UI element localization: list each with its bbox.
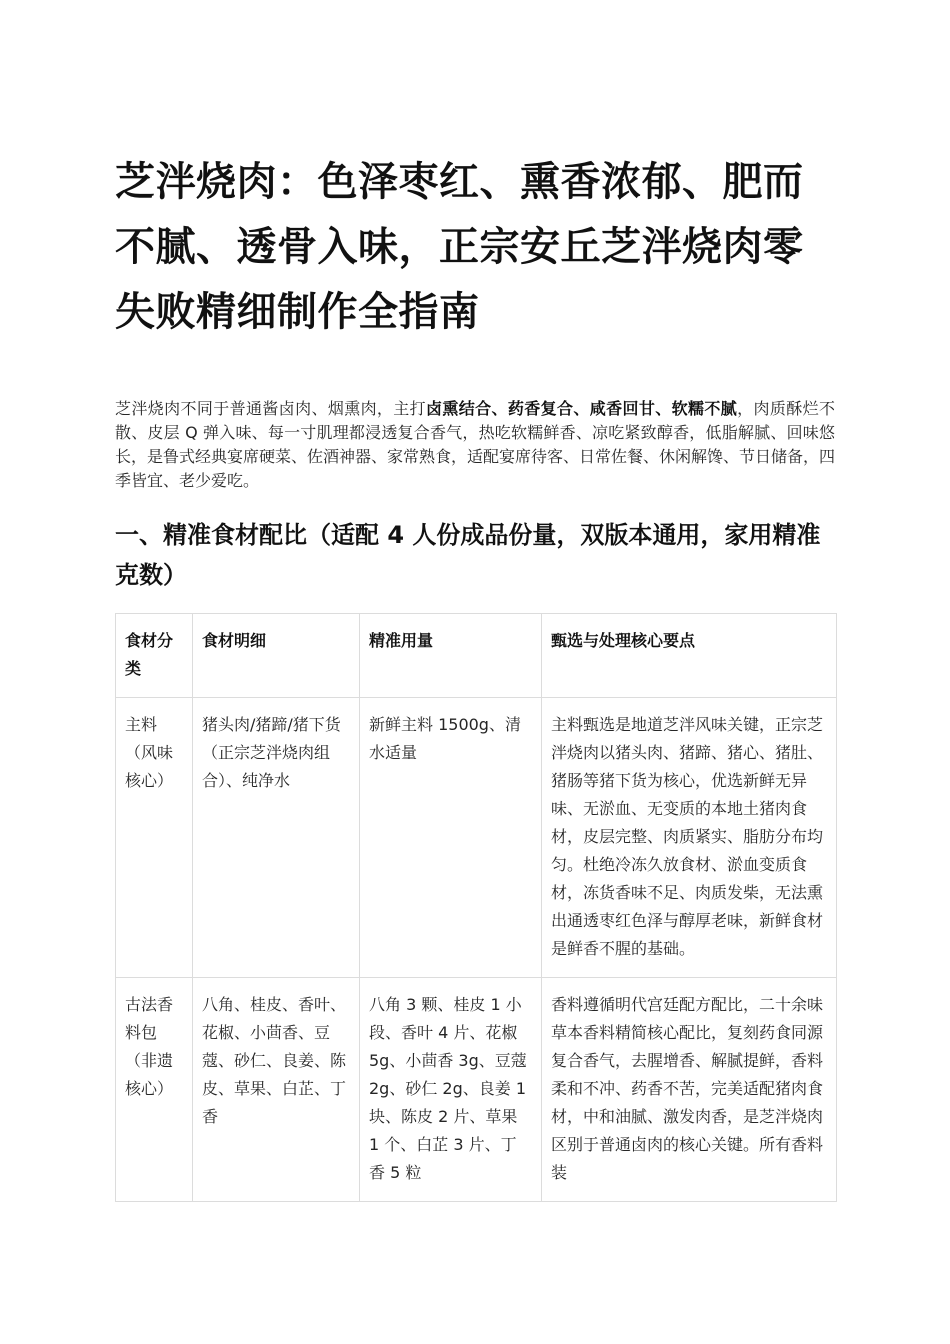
page-title: 芝泮烧肉：色泽枣红、熏香浓郁、肥而不腻、透骨入味，正宗安丘芝泮烧肉零失败精细制作全指南 bbox=[115, 159, 804, 335]
table-cell-amount: 新鲜主料 1500g、清水适量 bbox=[360, 698, 542, 978]
table-cell-notes: 主料甄选是地道芝泮风味关键，正宗芝泮烧肉以猪头肉、猪蹄、猪心、猪肚、猪肠等猪下货为核心，优选新鲜无异味、无淤血、无变质的本地土猪肉食材，皮层完整、肉质紧实、脂肪分布均匀。杜绝冷冻久放食材、淤血变质食材，冻货香味不足、肉质发柴，无法熏出通透枣红色泽与醇厚老味，新鲜食材是鲜香不腥的基础。 bbox=[542, 698, 837, 978]
intro-highlight: 卤熏结合、药香复合、咸香回甘、软糯不腻 bbox=[426, 399, 738, 418]
table-row bbox=[116, 698, 837, 978]
section-heading: 一、精准食材配比（适配 4 人份成品份量，双版本通用，家用精准克数） bbox=[115, 521, 821, 589]
ingredients-table bbox=[115, 613, 837, 1202]
intro-text-start: 芝泮烧肉不同于普通酱卤肉、烟熏肉，主打 bbox=[115, 399, 427, 418]
column-header: 食材明细 bbox=[193, 614, 360, 698]
table-cell-category: 古法香料包（非遗核心） bbox=[116, 978, 193, 1202]
column-header: 食材分类 bbox=[116, 614, 193, 698]
table-cell-items: 八角、桂皮、香叶、花椒、小茴香、豆蔻、砂仁、良姜、陈皮、草果、白芷、丁香 bbox=[193, 978, 360, 1202]
document-page bbox=[115, 150, 835, 1202]
table-header-row bbox=[116, 614, 837, 698]
intro-text-end: ，肉质酥烂不散、皮层 Q 弹入味、每一寸肌理都浸透复合香气，热吃软糯鲜香、凉吃紧致醇香，低脂解腻、回味悠长，是鲁式经典宴席硬菜、佐酒神器、家常熟食，适配宴席待客、日常佐餐、休闲解馋、节日储备，四季皆宜、老少爱吃。 bbox=[115, 399, 836, 490]
table-cell-items: 猪头肉/猪蹄/猪下货（正宗芝泮烧肉组合）、纯净水 bbox=[193, 698, 360, 978]
table-cell-notes: 香料遵循明代宫廷配方配比，二十余味草本香料精简核心配比，复刻药食同源复合香气，去腥增香、解腻提鲜，香料柔和不冲、药香不苦，完美适配猪肉食材，中和油腻、激发肉香，是芝泮烧肉区别于普通卤肉的核心关键。所有香料装 bbox=[542, 978, 837, 1202]
table-cell-category: 主料（风味核心） bbox=[116, 698, 193, 978]
column-header: 精准用量 bbox=[360, 614, 542, 698]
column-header: 甄选与处理核心要点 bbox=[542, 614, 837, 698]
table-row bbox=[116, 978, 837, 1202]
table-cell-amount: 八角 3 颗、桂皮 1 小段、香叶 4 片、花椒 5g、小茴香 3g、豆蔻 2g、砂仁 2g、良姜 1 块、陈皮 2 片、草果 1 个、白芷 3 片、丁香 5 粒 bbox=[360, 978, 542, 1202]
intro-paragraph bbox=[115, 397, 835, 493]
